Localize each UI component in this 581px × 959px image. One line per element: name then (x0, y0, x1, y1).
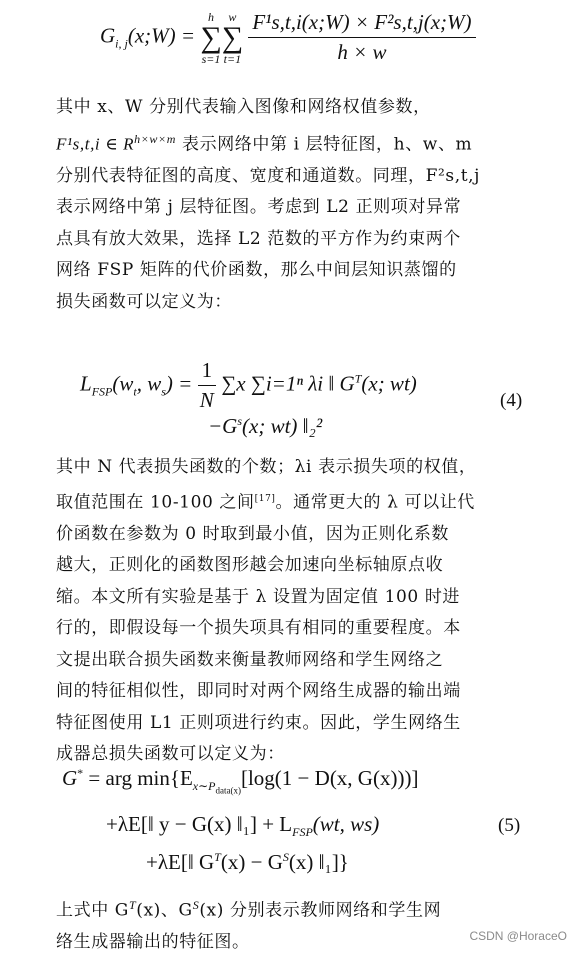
p2-line-7: 文提出联合损失函数来衡量教师网络和学生网络之 (56, 649, 444, 670)
equation-5-line-2: +λE[‖ y − G(x) ‖₁] + $L_{FSP}(wt$, ws) (106, 812, 380, 840)
sum-symbol-w: w ∑ t=1 (221, 9, 244, 66)
equation-g-ij (100, 10, 476, 65)
p2-line-9: 特征图使用 L1 正则项进行约束。因此，学生网络生 (56, 712, 461, 733)
p2-line-2: 取值范围在 10-100 之间[17]。通常更大的 λ 可以让代 (56, 492, 475, 513)
equation-4-number: (4) (500, 390, 523, 411)
p2-line-5: 缩。本文所有实验是基于 λ 设置为固定值 100 时进 (56, 586, 461, 607)
paragraph-1 (56, 92, 536, 318)
p2-line-6: 行的，即假设每一个损失项具有相同的重要程度。本 (56, 618, 461, 639)
eq-top-lhs-sub: i, j (115, 36, 128, 51)
eq4-body-1: ∑x ∑i=1ⁿ λi ‖ G (221, 371, 355, 396)
p1-line-3: 分别代表特征图的高度、宽度和通道数。同理，F²s,t,j (56, 165, 481, 186)
p1-line-1: 其中 x、W 分别代表输入图像和网络权值参数， (56, 97, 431, 117)
p2-line-10: 成器总损失函数可以定义为： (56, 744, 285, 765)
equation-5-line-1: G* = arg $\min\{E_{x\sim P_{data(x)}}[\log(1 - D(x$, G(x)))] (62, 766, 419, 796)
eq-top-numerator: F¹s,t,i(x;W) × F²s,t,j(x;W) (252, 10, 472, 34)
p1-line-4: 表示网络中第 j 层特征图。考虑到 L2 正则项对异常 (56, 197, 462, 218)
paragraph-2 (56, 452, 536, 771)
p2-line-8: 间的特征相似性，即同时对两个网络生成器的输出端 (56, 681, 461, 702)
eq-top-fraction (248, 10, 475, 65)
paragraph-3 (56, 890, 536, 959)
eq4-fraction: $\frac{1}{N}$ (198, 358, 217, 413)
p1-line-6: 网络 FSP 矩阵的代价函数，那么中间层知识蒸馏的 (56, 260, 457, 281)
sum-symbol-h: h ∑ s=1 (200, 9, 222, 66)
equation-4: $L_{FSP}(w_t$, $w_s$) = $\frac{1}{N}$ ∑x ∑i=1ⁿ λi ‖ $G^T(x$; wt) (80, 358, 417, 412)
p1-line-5: 点具有放大效果，选择 L2 范数的平方作为约束两个 (56, 228, 461, 249)
p1-line-7: 损失函数可以定义为： (56, 291, 232, 312)
citation-ref[interactable]: [17] (254, 493, 276, 504)
equation-5-line-3: +λE[‖ $G^T(x) - G^S(x)$ ‖₁]} (146, 850, 349, 874)
p3-line-2: 络生成器输出的特征图。 (56, 932, 250, 953)
p1-line-2: F¹s,t,i ∈ $R^{h\times w\times m}$ 表示网络中第 i 层特征图，h、w、m (56, 131, 473, 155)
p2-line-3: 价函数在参数为 0 时取到最小值，因为正则化系数 (56, 523, 450, 544)
equation-5-number: (5) (498, 815, 521, 836)
p2-line-1: 其中 N 代表损失函数的个数；λi 表示损失项的权值， (56, 457, 477, 477)
csdn-watermark: CSDN @HoraceO (469, 929, 567, 943)
eq-top-denominator: h × w (337, 40, 387, 64)
eq-top-args: (x;W) = (127, 23, 196, 48)
p3-line-1: 上式中 $G^T(x)$、$G^S(x)$ 分别表示教师网络和学生网 (56, 898, 442, 921)
eq-top-lhs: G (100, 23, 116, 48)
equation-4-line-2: $-G^s(x$; wt) ‖₂² (208, 414, 323, 438)
p2-line-4: 越大，正则化的函数图形越会加速向坐标轴原点收 (56, 555, 444, 576)
